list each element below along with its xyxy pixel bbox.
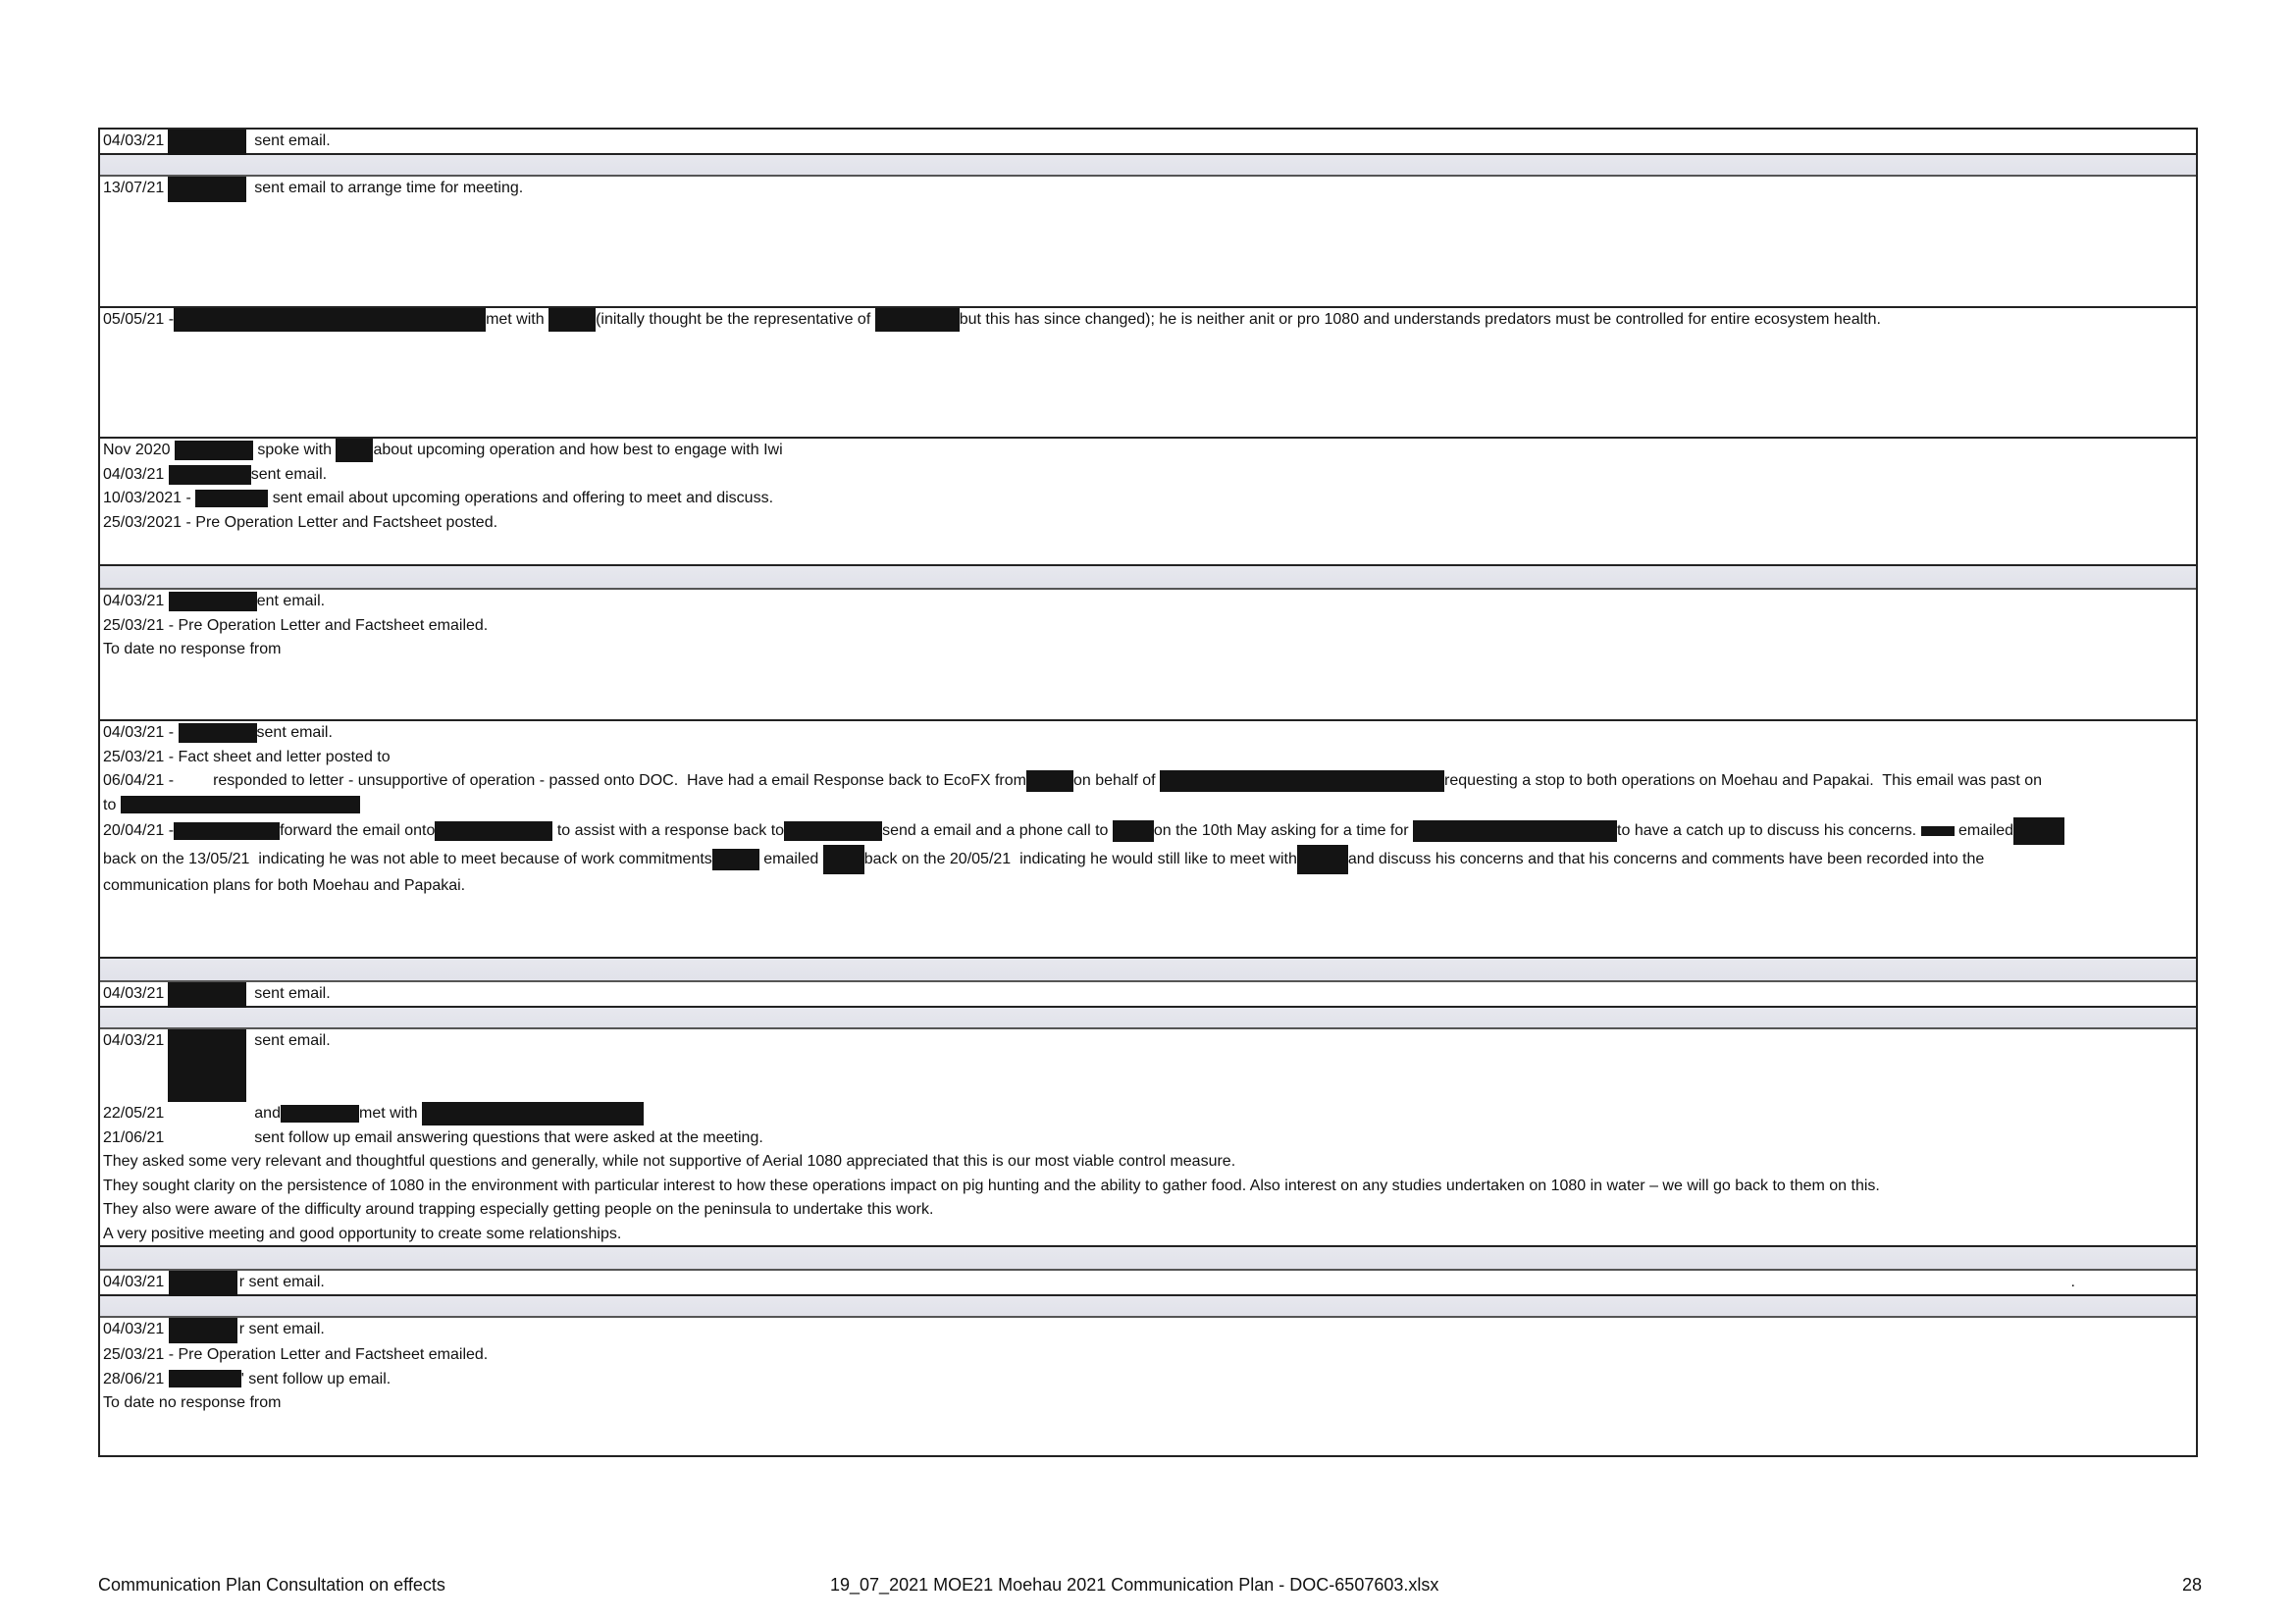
table-row xyxy=(100,439,2196,566)
redaction-box xyxy=(823,845,864,874)
row-text: 04/03/21 sent email. xyxy=(103,465,328,483)
table-row xyxy=(100,1318,2196,1457)
row-text: 28/06/21 ' sent follow up email. xyxy=(103,1370,391,1387)
row-text: 04/03/21 r sent email. . xyxy=(103,1271,2193,1318)
redaction-box xyxy=(121,796,360,813)
row-text: 13/07/21 sent email to arrange time for meeting. xyxy=(103,177,2193,202)
row-text: Nov 2020 spoke with about upcoming operation and how best to engage with Iwi xyxy=(103,439,2193,463)
table-row-separator xyxy=(100,959,2196,982)
table-row xyxy=(100,982,2196,1008)
footer-left: Communication Plan Consultation on effects xyxy=(98,1575,445,1595)
row-text: 04/03/21 sent email. xyxy=(103,982,2193,1025)
redaction-box xyxy=(169,1318,237,1343)
table-row xyxy=(100,1271,2196,1296)
redaction-box xyxy=(169,1370,241,1387)
redaction-box xyxy=(2013,817,2064,845)
redaction-box xyxy=(784,821,882,841)
redaction-box xyxy=(175,441,253,460)
table-row-separator xyxy=(100,1247,2196,1271)
row-text: A very positive meeting and good opportunity to create some relationships. xyxy=(103,1225,622,1242)
row-text: back on the 13/05/21 indicating he was not able to meet because of work commitments emailed back on the 20/05/21 indicating he would still like to meet with and discuss his concerns and that his concerns and comments have been recorded into the xyxy=(103,845,2193,874)
row-text: They also were aware of the difficulty around trapping especially getting people on the peninsula to undertake this work. xyxy=(103,1201,934,1219)
row-text: 04/03/21 sent email. xyxy=(103,130,2193,171)
redaction-box xyxy=(169,592,257,611)
redaction-box xyxy=(422,1102,644,1126)
table-row xyxy=(100,590,2196,721)
row-text: 10/03/2021 - sent email about upcoming operations and offering to meet and discuss. xyxy=(103,490,774,507)
row-text: 25/03/21 - Pre Operation Letter and Factsheet emailed. xyxy=(103,616,489,634)
consultation-table xyxy=(98,128,2198,1457)
redaction-box xyxy=(174,822,280,840)
table-row xyxy=(100,721,2196,959)
redaction-box xyxy=(179,723,257,743)
redaction-box xyxy=(548,308,596,332)
row-text: 22/05/21 and met with xyxy=(103,1102,2193,1126)
table-row xyxy=(100,308,2196,439)
table-row-separator xyxy=(100,1008,2196,1029)
row-text: 04/03/21 - sent email. xyxy=(103,724,333,741)
redaction-box xyxy=(169,465,251,485)
redaction-box xyxy=(195,490,268,507)
redaction-box xyxy=(168,177,246,202)
redaction-box xyxy=(875,308,960,332)
footer-filename: 19_07_2021 MOE21 Moehau 2021 Communication Plan - DOC-6507603.xlsx xyxy=(830,1575,1439,1595)
redaction-box xyxy=(336,439,373,462)
row-text: 05/05/21 - met with (initally thought be the representative of but this has since changed); he is neither anit or pro 1080 and understands predators must be controlled for entire ecosystem health. xyxy=(103,308,2193,333)
table-row xyxy=(100,177,2196,308)
row-text: 25/03/21 - Pre Operation Letter and Factsheet emailed. xyxy=(103,1346,489,1363)
redaction-box xyxy=(1921,826,1955,836)
row-text: 04/03/21 sent email. xyxy=(103,1029,2193,1102)
row-text: to xyxy=(103,794,2193,818)
row-text: To date no response from xyxy=(103,641,282,657)
redaction-box xyxy=(1297,845,1348,874)
page-number: 28 xyxy=(2182,1575,2203,1595)
table-row-separator xyxy=(100,566,2196,590)
redaction-box xyxy=(1160,770,1444,792)
redaction-box xyxy=(435,821,552,841)
row-text: 21/06/21 sent follow up email answering questions that were asked at the meeting. xyxy=(103,1128,763,1146)
row-text: To date no response from xyxy=(103,1394,282,1411)
redaction-box xyxy=(168,1029,246,1102)
redaction-box xyxy=(1413,820,1617,842)
redaction-box xyxy=(1113,820,1154,842)
redaction-box xyxy=(1026,770,1073,792)
row-text: 25/03/21 - Fact sheet and letter posted to xyxy=(103,748,391,765)
row-text: They sought clarity on the persistence of 1080 in the environment with particular interest to how these operations impact on pig hunting and the ability to gather food. Also interest on any studies undertaken on 1080 in water – we will go back to them on this. xyxy=(103,1177,1880,1194)
table-row-separator xyxy=(100,1296,2196,1318)
row-text: They asked some very relevant and thoughtful questions and generally, while not supportive of Aerial 1080 appreciated that this is our most viable control measure. xyxy=(103,1153,1236,1171)
row-text: 20/04/21 - forward the email onto to assist with a response back to send a email and a phone call to on the 10th May asking for a time for to have a catch up to discuss his concerns. emailed xyxy=(103,817,2193,845)
row-text: 04/03/21 ent email. xyxy=(103,593,326,609)
redaction-box xyxy=(174,308,486,332)
table-row xyxy=(100,130,2196,155)
row-text: communication plans for both Moehau and Papakai. xyxy=(103,877,466,894)
redaction-box xyxy=(712,849,759,870)
row-text: 06/04/21 - responded to letter - unsupportive of operation - passed onto DOC. Have had a email Response back to EcoFX from on behalf of requesting a stop to both operations on Moehau and Papakai. This email was past on xyxy=(103,769,2193,794)
redaction-box xyxy=(281,1105,359,1123)
row-text: 04/03/21 r sent email. xyxy=(103,1318,2193,1343)
row-text: 25/03/2021 - Pre Operation Letter and Factsheet posted. xyxy=(103,513,498,531)
table-row xyxy=(100,1029,2196,1247)
table-row-separator xyxy=(100,155,2196,177)
